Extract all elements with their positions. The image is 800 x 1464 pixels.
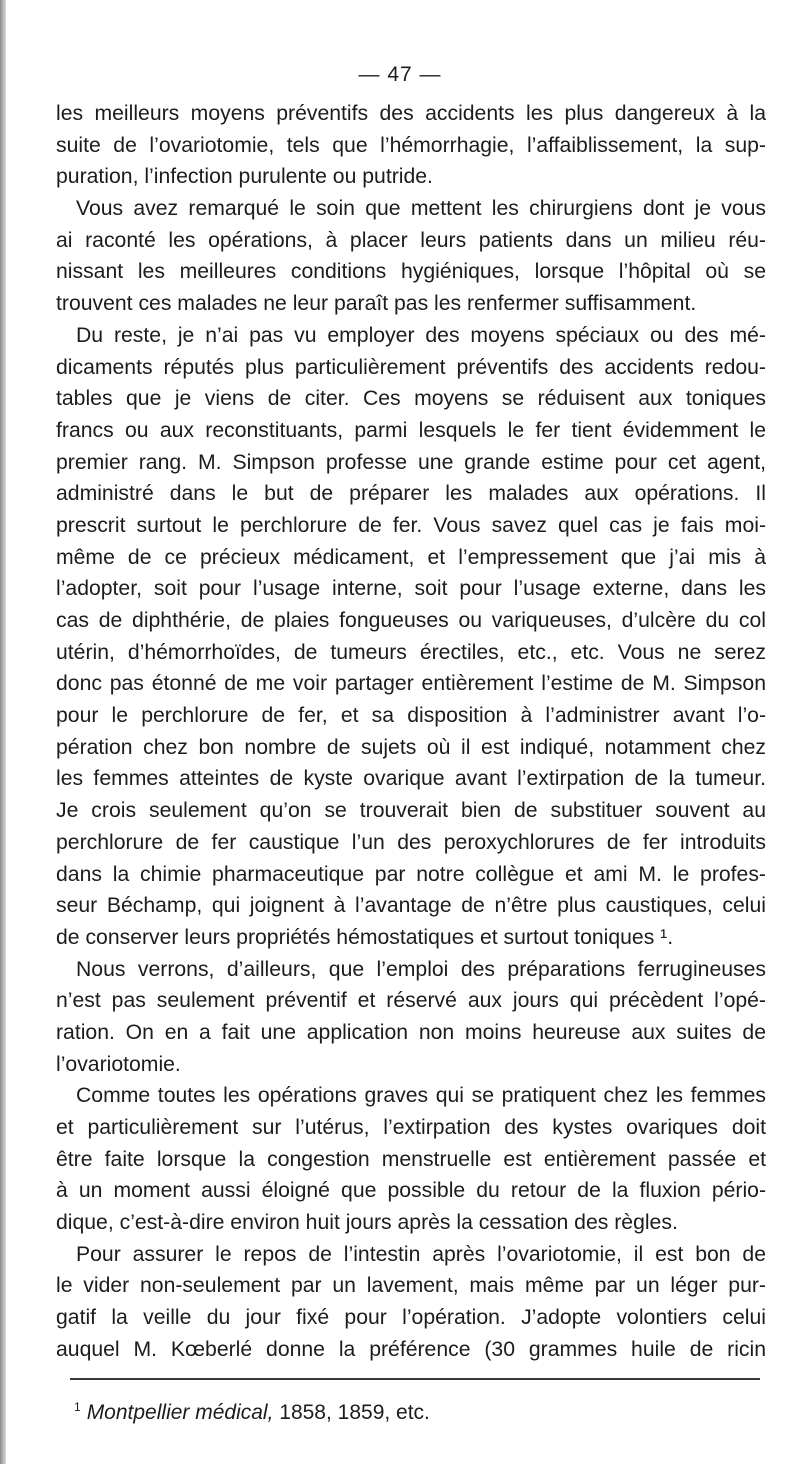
text-line: suite de l’ovariotomie, tels que l’hémorrhagie, l’affaiblissement, la sup- <box>56 133 766 157</box>
text-line: pour le perchlorure de fer, et sa disposition à l’administrer avant l’o- <box>56 704 766 728</box>
text-line: Je crois seulement qu’on se trouverait bien de substituer souvent au <box>56 799 766 823</box>
text-line: le vider non-seulement par un lavement, mais même par un léger pur- <box>56 1274 766 1298</box>
body-text <box>56 98 766 1366</box>
text-line: l’adopter, soit pour l’usage interne, soit pour l’usage externe, dans les <box>56 577 766 601</box>
text-line: tables que je viens de citer. Ces moyens se réduisent aux toniques <box>56 387 766 411</box>
text-line: Vous avez remarqué le soin que mettent les chirurgiens dont je vous <box>76 197 766 221</box>
text-line: pération chez bon nombre de sujets où il est indiqué, notamment chez <box>56 735 766 759</box>
text-line: prescrit surtout le perchlorure de fer. Vous savez quel cas je fais moi- <box>56 513 766 537</box>
text-line: cas de diphthérie, de plaies fongueuses ou variqueuses, d’ulcère du col <box>56 609 766 632</box>
text-line: les meilleurs moyens préventifs des accidents les plus dangereux à la <box>56 102 766 125</box>
text-line: l’ovariotomie. <box>56 1052 181 1076</box>
text-line: trouvent ces malades ne leur paraît pas les renfermer suffisamment. <box>56 292 697 316</box>
text-line: dans la chimie pharmaceutique par notre collègue et ami M. le profes- <box>56 862 766 886</box>
text-line: les femmes atteintes de kyste ovarique avant l’extirpation de la tumeur. <box>56 767 766 791</box>
text-line: ration. On en a fait une application non moins heureuse aux suites de <box>56 1020 766 1044</box>
text-line: utérin, d’hémorrhoïdes, de tumeurs érectiles, etc., etc. Vous ne serez <box>56 640 766 664</box>
text-line: auquel M. Kœberlé donne la préférence (30 grammes huile de ricin <box>56 1337 766 1361</box>
text-line: dique, c’est-à-dire environ huit jours après la cessation des règles. <box>56 1211 678 1235</box>
text-line: puration, l’infection purulente ou putride. <box>56 165 433 189</box>
text-line: de conserver leurs propriétés hémostatiques et surtout toniques ¹. <box>56 925 674 949</box>
text-line: premier rang. M. Simpson professe une grande estime pour cet agent, <box>56 450 766 474</box>
text-line: dicaments réputés plus particulièrement préventifs des accidents redou- <box>56 355 766 379</box>
footnote <box>74 1393 764 1427</box>
text-line: donc pas étonné de me voir partager entièrement l’estime de M. Simpson <box>56 672 766 696</box>
text-line: n’est pas seulement préventif et réservé aux jours qui précèdent l’opé- <box>56 989 766 1013</box>
text-line: Nous verrons, d’ailleurs, que l’emploi des préparations ferrugineuses <box>76 957 766 981</box>
text-line: seur Béchamp, qui joignent à l’avantage de n’être plus caustiques, celui <box>56 894 766 918</box>
text-line: nissant les meilleures conditions hygiéniques, lorsque l’hôpital où se <box>56 260 766 284</box>
text-line: Pour assurer le repos de l’intestin après l’ovariotomie, il est bon de <box>76 1242 766 1266</box>
text-line: Du reste, je n’ai pas vu employer des moyens spéciaux ou des mé- <box>76 323 766 347</box>
text-line: francs ou aux reconstituants, parmi lesquels le fer tient évidemment le <box>56 418 766 442</box>
text-line: Comme toutes les opérations graves qui se pratiquent chez les femmes <box>76 1084 766 1108</box>
footnote-rule <box>70 1378 760 1380</box>
text-line: et particulièrement sur l’utérus, l’extirpation des kystes ovariques doit <box>56 1116 766 1139</box>
text-line: même de ce précieux médicament, et l’empressement que j’ai mis à <box>56 545 766 569</box>
text-line: administré dans le but de préparer les malades aux opérations. Il <box>56 482 766 506</box>
text-line: être faite lorsque la congestion menstruelle est entièrement passée et <box>56 1147 766 1171</box>
footnote-marker: 1 <box>74 1400 81 1414</box>
text-line: perchlorure de fer caustique l’un des peroxychlorures de fer introduits <box>56 830 766 854</box>
text-line: gatif la veille du jour fixé pour l’opération. J’adopte volontiers celui <box>56 1306 766 1330</box>
text-line: à un moment aussi éloigné que possible du retour de la fluxion pério- <box>56 1179 766 1203</box>
footnote-source: Montpellier médical, <box>86 1401 274 1424</box>
page-number: — 47 — <box>358 63 442 86</box>
text-line: ai raconté les opérations, à placer leurs patients dans un milieu réu- <box>56 228 766 252</box>
footnote-details: 1858, 1859, etc. <box>273 1401 430 1424</box>
